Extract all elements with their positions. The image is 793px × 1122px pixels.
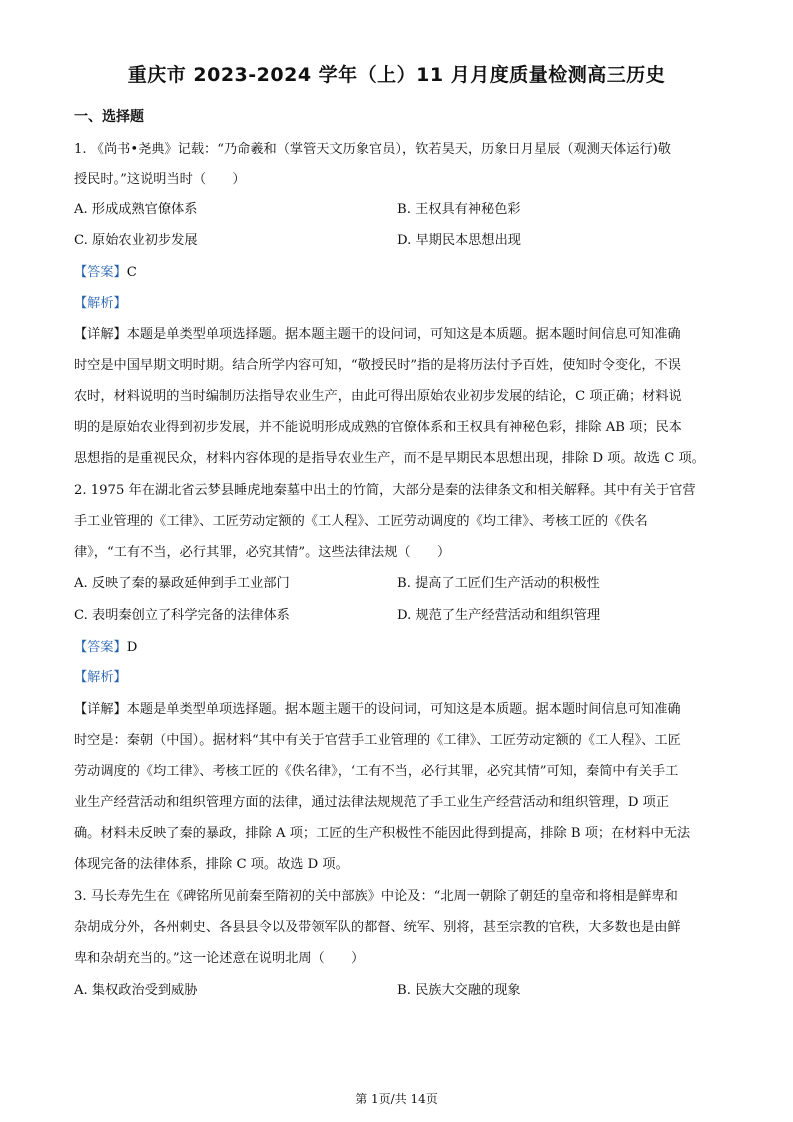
page-number: 第 1页/共 14页 <box>355 1092 438 1106</box>
section-heading: 一、选择题 <box>74 109 144 125</box>
q3-option-a: A. 集权政治受到威胁 <box>74 983 198 998</box>
answer-tag: 【答案】 <box>74 265 127 280</box>
q2-stem-line-2: 手工业管理的《工律》、工匠劳动定额的《工人程》、工匠劳动调度的《均工律》、考核工匠的《佚名 <box>74 514 648 529</box>
q3-stem-line-1: 3. 马长寿先生在《碑铭所见前秦至隋初的关中部族》中论及：“北周一朝除了朝廷的皇帝和将相是鲜卑和 <box>74 889 678 904</box>
q1-detail-line-4: 明的是原始农业得到初步发展，并不能说明形成成熟的官僚体系和王权具有神秘色彩，排除 AB 项；民本 <box>74 420 682 435</box>
q1-answer <box>74 266 137 279</box>
q1-detail-text: 本题是单类型单项选择题。据本题主题干的设问词，可知这是本质题。据本题时间信息可知准确 <box>126 327 681 342</box>
q2-stem-line-1: 2. 1975 年在湖北省云梦县睡虎地秦墓中出土的竹简，大部分是秦的法律条文和相关解释。其中有关于官营 <box>74 483 696 498</box>
q1-stem-line-2: 授民时。”这说明当时（ ） <box>74 172 246 187</box>
q2-detail-line-4: 业生产经营活动和组织管理方面的法律，通过法律法规规范了手工业生产经营活动和组织管理，D 项正 <box>74 795 670 810</box>
q1-detail-line-5: 思想指的是重视民众，材料内容体现的是指导农业生产，而不是早期民本思想出现，排除 D 项。故选 C 项。 <box>74 451 705 466</box>
q2-answer <box>74 641 137 654</box>
q2-stem-line-3: 律》，“工有不当，必行其罪，必究其情”。这些法律法规（ ） <box>74 545 451 560</box>
q1-answer-value: C <box>126 265 137 280</box>
q1-detail-line-2: 时空是中国早期文明时期。结合所学内容可知，“敬授民时”指的是将历法付予百姓，使知时令变化，不误 <box>74 358 681 373</box>
q1-detail-line-1 <box>74 328 681 341</box>
q2-answer-value: D <box>126 640 138 655</box>
q2-option-b: B. 提高了工匠们生产活动的积极性 <box>397 576 600 591</box>
q1-detail-line-3: 农时，材料说明的当时编制历法指导农业生产，由此可得出原始农业初步发展的结论，C 项正确；材料说 <box>74 389 682 404</box>
q2-option-c: C. 表明秦创立了科学完备的法律体系 <box>74 608 290 623</box>
q1-option-b: B. 王权具有神秘色彩 <box>397 202 521 217</box>
q2-detail-line-3: 劳动调度的《均工律》、考核工匠的《佚名律》，‘工有不当，必行其罪，必究其情”可知，秦简中有关手工 <box>74 764 679 779</box>
detail-tag: 【详解】 <box>74 702 127 717</box>
q3-stem-line-3: 卑和杂胡充当的。”这一论述意在说明北周（ ） <box>74 951 365 966</box>
q2-detail-text: 本题是单类型单项选择题。据本题主题干的设问词，可知这是本质题。据本题时间信息可知准确 <box>126 702 681 717</box>
detail-tag: 【详解】 <box>74 327 127 342</box>
q1-option-a: A. 形成成熟官僚体系 <box>74 202 198 217</box>
q1-analysis-tag: 【解析】 <box>74 296 127 311</box>
q2-detail-line-2: 时空是：秦朝（中国）。据材料“其中有关于官营手工业管理的《工律》、工匠劳动定额的《工人程》、工匠 <box>74 733 681 748</box>
q3-stem-line-2: 杂胡成分外，各州刺史、各县县令以及带领军队的都督、统军、别将，甚至宗教的官秩，大多数也是由鲜 <box>74 920 681 935</box>
q1-stem-line-1: 1. 《尚书•尧典》记载：“乃命羲和（掌管天文历象官员），钦若昊天，历象日月星辰（观测天体运行)敬 <box>74 142 671 157</box>
answer-tag: 【答案】 <box>74 640 127 655</box>
q1-option-d: D. 早期民本思想出现 <box>397 233 521 248</box>
q2-detail-line-6: 体现完备的法律体系，排除 C 项。故选 D 项。 <box>74 857 349 872</box>
q3-option-b: B. 民族大交融的现象 <box>397 983 521 998</box>
q2-detail-line-5: 确。材料未反映了秦的暴政，排除 A 项；工匠的生产积极性不能因此得到提高，排除 B 项；在材料中无法 <box>74 826 691 841</box>
page-title: 重庆市 2023-2024 学年（上）11 月月度质量检测高三历史 <box>127 64 666 86</box>
q2-option-d: D. 规范了生产经营活动和组织管理 <box>397 608 601 623</box>
q2-analysis-tag: 【解析】 <box>74 670 127 685</box>
q2-detail-line-1 <box>74 703 681 716</box>
q1-option-c: C. 原始农业初步发展 <box>74 233 198 248</box>
q2-option-a: A. 反映了秦的暴政延伸到手工业部门 <box>74 576 290 591</box>
